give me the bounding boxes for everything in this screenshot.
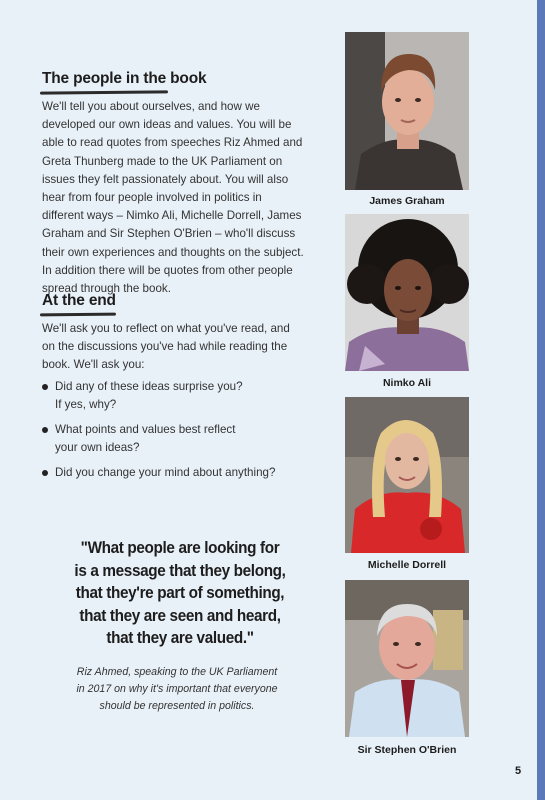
caption-nimko-ali: Nimko Ali [382,377,432,389]
caption-james-graham: James Graham [369,195,445,207]
bullet-icon [42,427,48,433]
page-edge-stripe [537,0,545,800]
quote-attribution: Riz Ahmed, speaking to the UK Parliament in 2017 on why it's important that everyone should be represented in politics. [76,666,278,712]
list-item [42,464,312,482]
heading-underline [40,313,116,317]
photo-stephen-obrien [345,580,469,737]
bullet-icon [42,470,48,476]
heading-underline [40,90,168,94]
heading-people-in-book: The people in the book [42,70,207,87]
bullet-icon [42,384,48,390]
caption-stephen-obrien: Sir Stephen O'Brien [357,744,457,756]
photo-nimko-ali [345,214,469,371]
pull-quote: "What people are looking for is a message that they belong, that they're part of something, that they are seen and heard, that they are valued." [74,538,286,647]
reflection-questions [42,378,312,482]
photo-james-graham [345,32,469,190]
list-item [42,421,312,456]
people-paragraph: We'll tell you about ourselves, and how we developed our own ideas and values. You will be able to read quotes from speeches Riz Ahmed and Greta Thunberg made to the UK Parliament on issues they felt passionately about. You will also hear from four people involved in politics in different ways – Nimko Ali, Michelle Dorrell, James Graham and Sir Stephen O'Brien – who'll discuss their own experiences and thoughts on the subject. In addition there will be quotes from other people spread through the book. [42,100,304,296]
bullet-text: What points and values best reflect your own ideas? [55,423,236,454]
heading-at-the-end: At the end [42,292,116,309]
page-number: 5 [515,765,522,777]
end-paragraph: We'll ask you to reflect on what you've read, and on the discussions you've had while reading the book. We'll ask you: [42,322,290,372]
bullet-text: Did any of these ideas surprise you? If yes, why? [55,380,243,411]
caption-michelle-dorrell: Michelle Dorrell [367,559,447,571]
photo-michelle-dorrell [345,397,469,553]
bullet-text: Did you change your mind about anything? [55,466,276,479]
list-item [42,378,312,413]
